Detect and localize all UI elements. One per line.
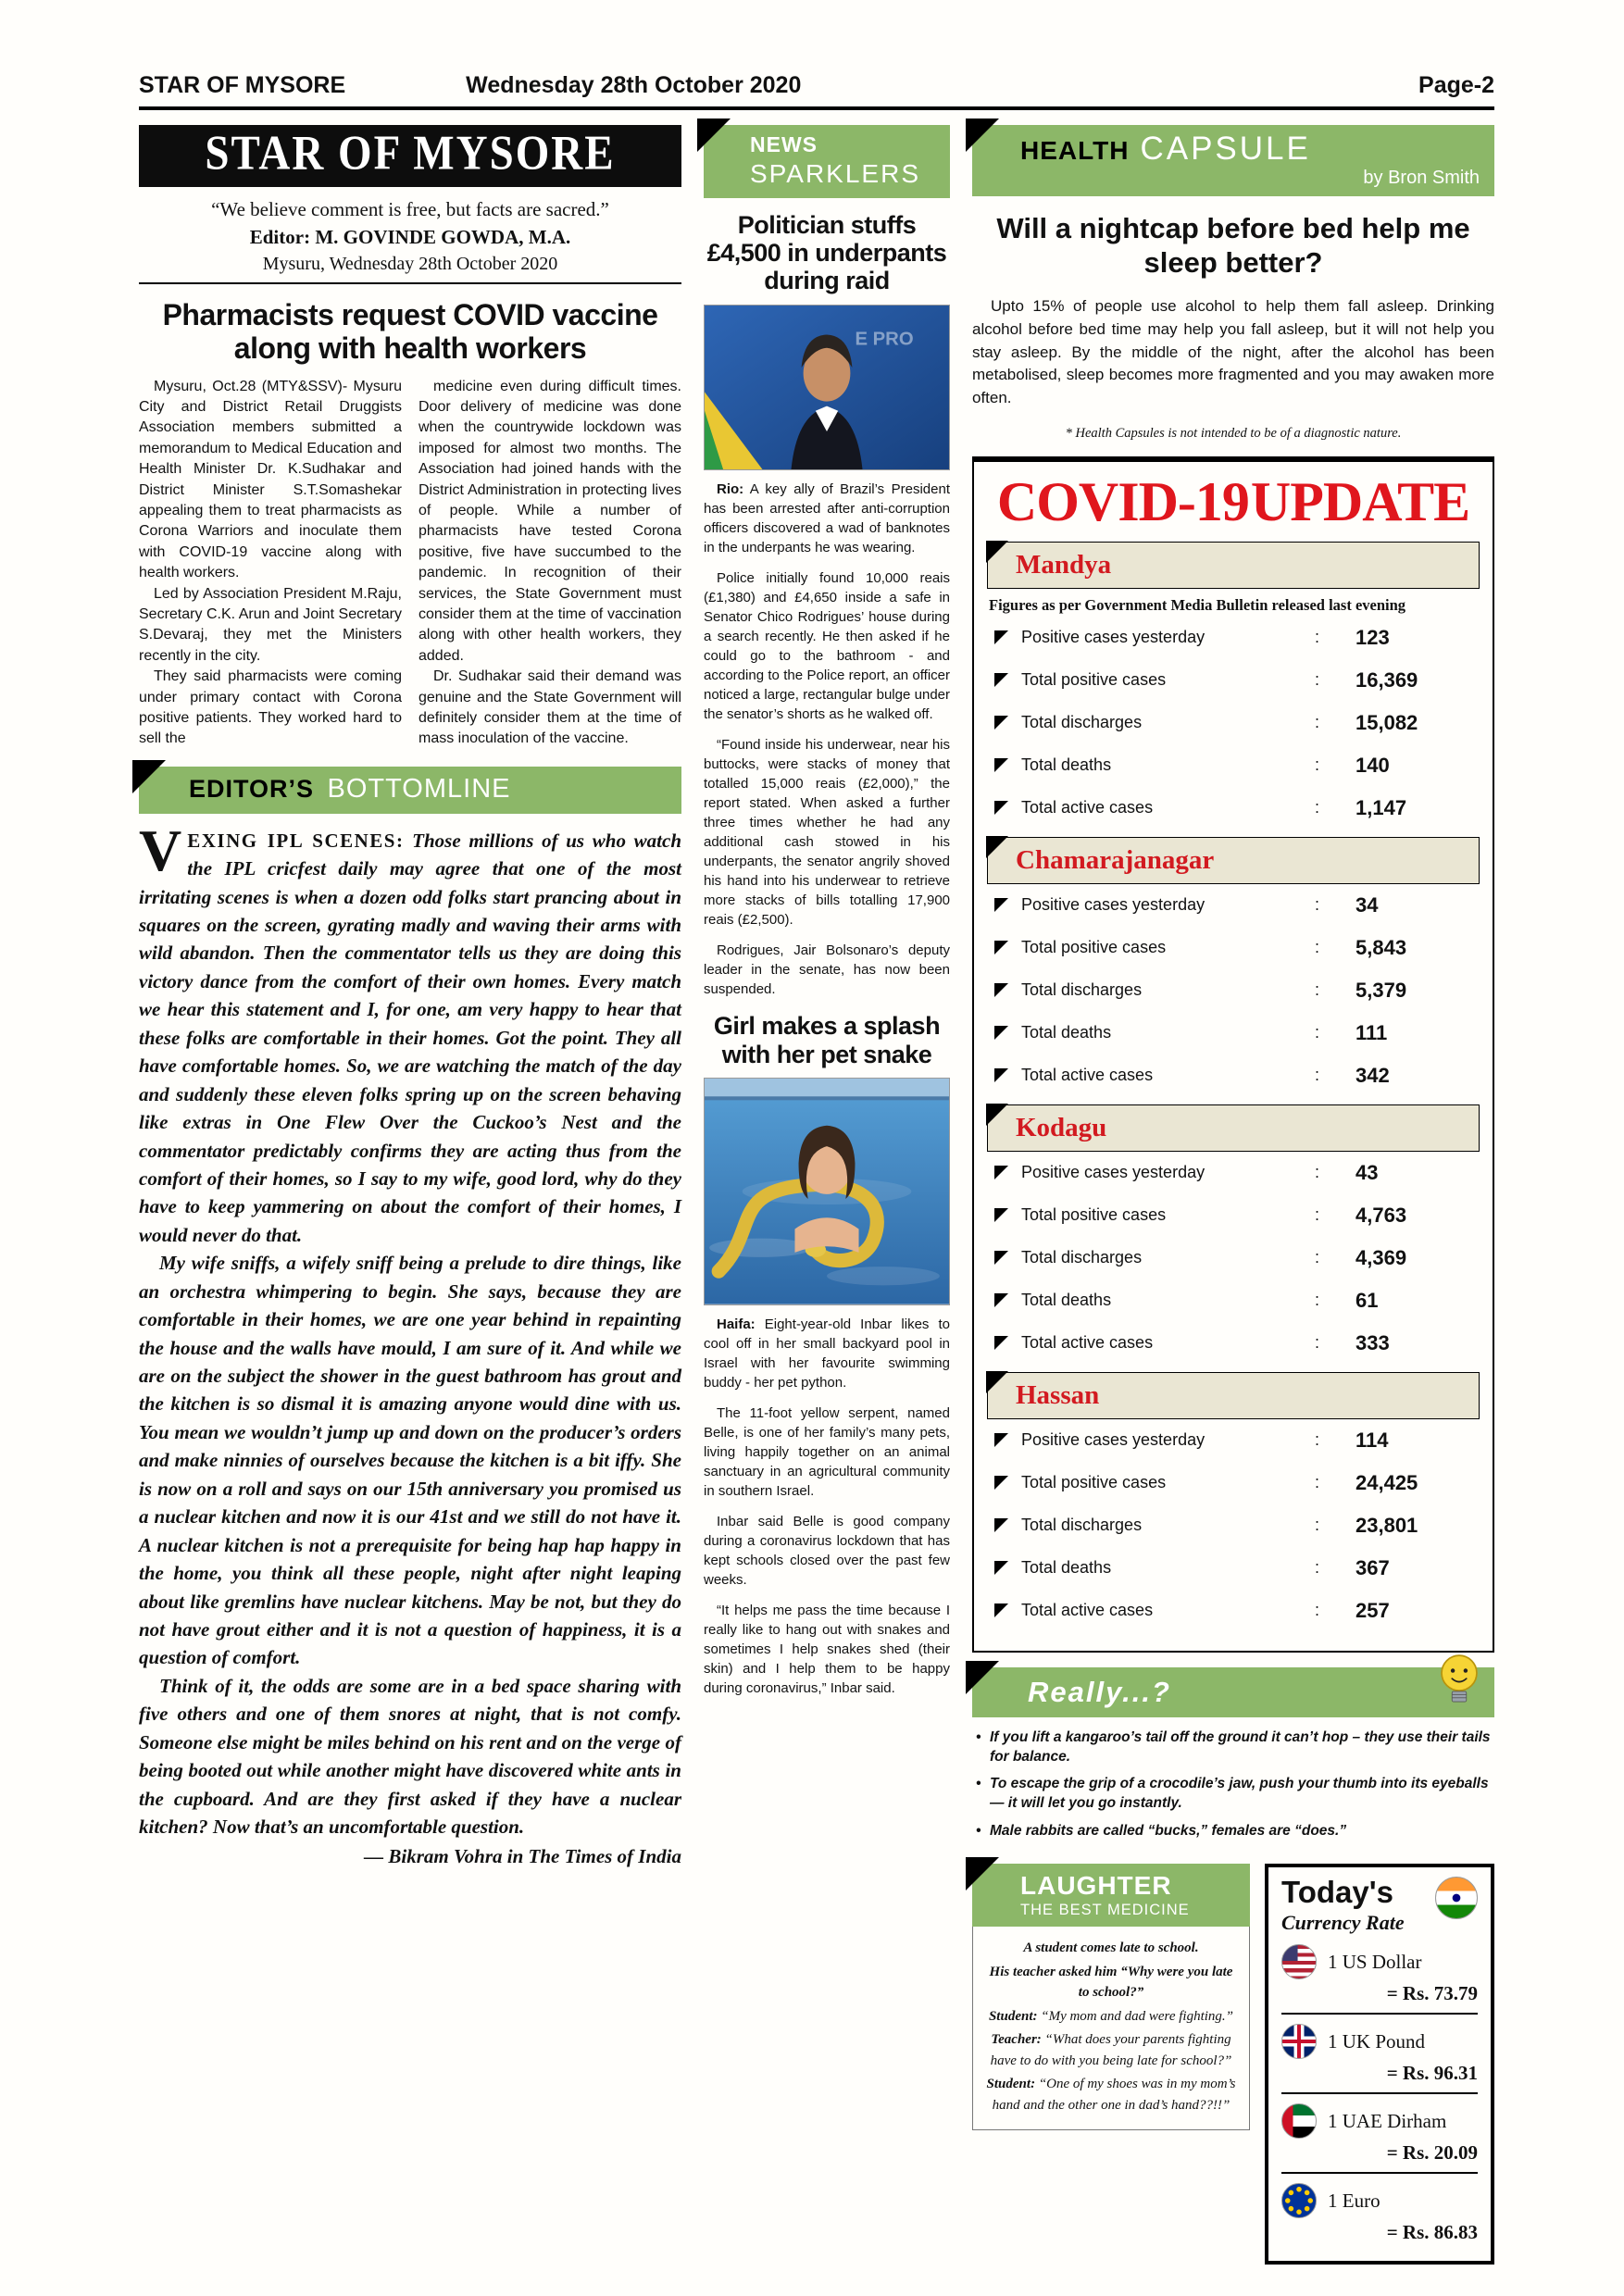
india-flag-icon bbox=[1435, 1877, 1478, 1919]
stat-colon: : bbox=[1315, 938, 1320, 957]
joke-line bbox=[984, 2074, 1238, 2115]
sparklers-label: SPARKLERS bbox=[750, 159, 920, 188]
girl-snake-photo bbox=[704, 1078, 950, 1305]
stat-row bbox=[987, 1419, 1480, 1462]
stat-label: Total positive cases bbox=[1021, 938, 1167, 957]
politician-photo bbox=[704, 305, 950, 471]
joke-text: A student comes late to school. bbox=[1023, 1940, 1199, 1956]
currency-row bbox=[1281, 2015, 1478, 2094]
politician-headline: Politician stuffs £4,500 in underpants during raid bbox=[706, 211, 947, 295]
paragraph: Rodrigues, Jair Bolsonaro’s deputy leader in the senate, has now been suspended. bbox=[704, 942, 950, 998]
stat-label: Positive cases yesterday bbox=[1021, 628, 1206, 647]
stat-value: 5,379 bbox=[1355, 978, 1407, 1002]
flag-bullet-icon bbox=[994, 1251, 1008, 1265]
stat-value: 333 bbox=[1355, 1330, 1390, 1354]
masthead-motto: “We believe comment is free, but facts are sacred.” bbox=[211, 198, 609, 220]
paragraph: medicine even during difficult times. Door delivery of medicine was done when the countrywide lockdown was imposed for almost two months. The Association had joined hands with the District Administration in protecting lives of people. While a number of pharmacists have tested Corona positive, five have succumbed to the pandemic. In recognition of their services, the State Government must consider them at the time of vaccination along with other health workers, they added. bbox=[418, 378, 681, 664]
stat-colon: : bbox=[1315, 980, 1320, 1000]
paragraph: Inbar said Belle is good company during a coronavirus lockdown that has kept schools closed over the past few weeks. bbox=[704, 1513, 950, 1588]
paragraph-text: Those millions of us who watch the IPL cricfest daily may agree that one of the most irritating scenes is when a dozen odd folks start prancing about in squares on the screen, gyrating madly and waving their arms with wild abandon. Then the commentator tells us they are doing this victory dance from the comfort of their own homes. Every match we hear this statement and I, for one, am very happy to hear that these folks are comfortable in their homes. Got the point. They all have comfortable homes. So, we are watching the match of the day and suddenly these eleven folks spring up on the screen behaving like extras in One Flew Over the Cuckoo’s Nest and the commentator predictably confirms they are acting thus from the comfort of their homes, so I say to my wife, good lord, why do they have to keep yammering on about the comfort of their homes, I would never do that. bbox=[139, 829, 681, 1246]
nightcap-headline: Will a nightcap before bed help me sleep better? bbox=[996, 212, 1470, 280]
really-title: Really...? bbox=[1028, 1675, 1171, 1708]
stat-label: Total deaths bbox=[1021, 1023, 1112, 1042]
flag-bullet-icon bbox=[994, 673, 1008, 687]
stat-value: 114 bbox=[1355, 1428, 1389, 1452]
stat-value: 15,082 bbox=[1355, 710, 1418, 734]
stat-row bbox=[987, 1152, 1480, 1194]
stat-colon: : bbox=[1315, 798, 1320, 817]
paragraph bbox=[704, 1315, 950, 1392]
currency-value: = Rs. 73.79 bbox=[1386, 1982, 1478, 2005]
stat-row bbox=[987, 787, 1480, 830]
currency-rate-box bbox=[1265, 1864, 1494, 2265]
stat-value: 342 bbox=[1355, 1063, 1390, 1087]
district-name: Hassan bbox=[1016, 1379, 1100, 1410]
joke-text: “What does your parents fighting have to do with you being late for school?” bbox=[990, 2032, 1232, 2068]
stat-colon: : bbox=[1315, 1430, 1320, 1450]
byline: — Bikram Vohra in The Times of India bbox=[364, 1845, 681, 1868]
drop-cap: V bbox=[139, 817, 182, 883]
paragraph bbox=[139, 817, 681, 1250]
left-column bbox=[139, 125, 681, 2265]
editors-bottomline-header bbox=[139, 767, 681, 814]
stat-row bbox=[987, 1279, 1480, 1322]
covid-district-hassan bbox=[987, 1372, 1480, 1632]
stat-row bbox=[987, 969, 1480, 1012]
masthead-editor: Editor: M. GOVINDE GOWDA, M.A. bbox=[249, 226, 571, 248]
stat-colon: : bbox=[1315, 1558, 1320, 1578]
stat-row bbox=[987, 884, 1480, 927]
article-column-2 bbox=[418, 377, 681, 750]
flag-bullet-icon bbox=[994, 1293, 1008, 1307]
flag-bullet-icon bbox=[994, 716, 1008, 730]
joke-speaker: Teacher: bbox=[991, 2032, 1042, 2048]
fact-item: • To escape the grip of a crocodile’s jaw, push your thumb into its eyeballs — it will let you go instantly. bbox=[976, 1775, 1491, 1814]
really-header bbox=[972, 1667, 1494, 1717]
flag-bullet-icon bbox=[994, 801, 1008, 815]
flag-bullet-icon bbox=[994, 1166, 1008, 1179]
joke-speaker: Student: bbox=[986, 2077, 1036, 2092]
stat-colon: : bbox=[1315, 1205, 1320, 1225]
district-header bbox=[987, 1372, 1480, 1419]
right-column bbox=[972, 125, 1494, 2265]
stat-label: Positive cases yesterday bbox=[1021, 895, 1206, 915]
stat-value: 61 bbox=[1355, 1288, 1379, 1312]
stat-label: Total active cases bbox=[1021, 798, 1154, 817]
stat-label: Total positive cases bbox=[1021, 1473, 1167, 1492]
district-name: Kodagu bbox=[1016, 1112, 1107, 1142]
health-byline: by Bron Smith bbox=[1363, 168, 1480, 188]
stat-row bbox=[987, 1194, 1480, 1237]
currency-title: Today's bbox=[1281, 1875, 1393, 1910]
stat-row bbox=[987, 1504, 1480, 1547]
capsule-label: CAPSULE bbox=[1140, 131, 1311, 167]
stat-label: Total active cases bbox=[1021, 1333, 1154, 1353]
district-name: Chamarajanagar bbox=[1016, 844, 1215, 875]
currency-row bbox=[1281, 2094, 1478, 2174]
joke-box bbox=[972, 1927, 1250, 2130]
stat-row bbox=[987, 1462, 1480, 1504]
flag-bullet-icon bbox=[994, 898, 1008, 912]
politician-caption bbox=[704, 480, 950, 999]
district-header bbox=[987, 837, 1480, 884]
flag-bullet-icon bbox=[994, 1433, 1008, 1447]
flag-bullet-icon bbox=[994, 1068, 1008, 1082]
masthead bbox=[139, 125, 681, 187]
covid-district-kodagu bbox=[987, 1104, 1480, 1365]
stat-label: Total active cases bbox=[1021, 1066, 1154, 1085]
masthead-dateline: Mysuru, Wednesday 28th October 2020 bbox=[139, 254, 681, 284]
joke-text: “My mom and dad were fighting.” bbox=[1041, 2008, 1234, 2024]
stat-value: 257 bbox=[1355, 1598, 1390, 1622]
stat-value: 123 bbox=[1355, 625, 1390, 649]
paragraph: My wife sniffs, a wifely sniff being a prelude to dire things, like an orchestra whimpering to begin. She says, because they are comfortable in their homes, we are one year behind in repainting the house and the walls have mould, I am sure of it. And while we are on the subject the shower in the guest bathroom has grout and the kitchen is so dismal it is amazing anyone would dine with us. You mean we wouldn’t jump up and down on the producer’s orders and make ninnies of ourselves because the kitchen is a bit iffy. She is now on a roll and says on our 15th anniversary you promised us a nuclear kitchen and now it is our 41st and we still do not have it. A nuclear kitchen is not a prerequisite for being hap hap happy in the home, you think all these people, night after night leaping about like gremlins have nuclear kitchens. May be not, but they do not have grout either and it is not a question of happiness, it is a question of comfort. bbox=[139, 1252, 681, 1669]
joke-text: His teacher asked him “Why were you late to school?” bbox=[989, 1964, 1233, 2001]
laughter-section bbox=[972, 1864, 1250, 2130]
stat-label: Positive cases yesterday bbox=[1021, 1430, 1206, 1450]
currency-row bbox=[1281, 1935, 1478, 2015]
page-number: Page-2 bbox=[1418, 72, 1494, 98]
stat-row bbox=[987, 744, 1480, 787]
joke-speaker: Student: bbox=[988, 2008, 1038, 2024]
stat-value: 23,801 bbox=[1355, 1513, 1418, 1537]
stat-value: 367 bbox=[1355, 1555, 1390, 1579]
nightcap-body: Upto 15% of people use alcohol to help them fall asleep. Drinking alcohol before bed time may help you fall asleep, but it will not help you stay asleep. By the middle of the night, after the alcohol has been metabolised, sleep becomes more fragmented and you may awaken more often. bbox=[972, 297, 1494, 406]
dateline-lead: Haifa: bbox=[717, 1316, 756, 1332]
laughter-title: LAUGHTER bbox=[1020, 1871, 1172, 1901]
bottomline-label: BOTTOMLINE bbox=[327, 773, 511, 804]
stat-colon: : bbox=[1315, 1516, 1320, 1535]
paragraph-text: A key ally of Brazil’s President has been arrested after anti-corruption officers discovered a wad of banknotes in the underpants he was wearing. bbox=[704, 481, 951, 556]
stat-label: Total discharges bbox=[1021, 980, 1143, 1000]
middle-column bbox=[704, 125, 950, 2265]
laughter-subtitle: THE BEST MEDICINE bbox=[1020, 1902, 1190, 1919]
paragraph bbox=[704, 480, 950, 557]
joke-text: “One of my shoes was in my mom’s hand and the other one in dad’s hand??!!” bbox=[992, 2077, 1236, 2113]
really-facts bbox=[972, 1728, 1494, 1842]
stat-value: 4,763 bbox=[1355, 1203, 1407, 1227]
flag-bullet-icon bbox=[994, 1476, 1008, 1490]
stat-label: Positive cases yesterday bbox=[1021, 1163, 1206, 1182]
currency-value: = Rs. 86.83 bbox=[1386, 2221, 1478, 2244]
health-capsule-header bbox=[972, 125, 1494, 196]
stat-label: Total positive cases bbox=[1021, 1205, 1167, 1225]
covid-district-chamarajanagar bbox=[987, 837, 1480, 1097]
joke-line bbox=[984, 1962, 1238, 2003]
flag-bullet-icon bbox=[994, 758, 1008, 772]
covid-note: Figures as per Government Media Bulletin released last evening bbox=[989, 595, 1406, 614]
paragraph: Mysuru, Oct.28 (MTY&SSV)- Mysuru City and District Retail Druggists Association members submitted a memorandum to Medical Education and Health Minister Dr. K.Sudhakar and District Minister S.T.Somashekar appealing them to treat pharmacists as Corona Warriors and inoculate them with COVID-19 vaccine along with health workers. bbox=[139, 378, 402, 581]
stat-colon: : bbox=[1315, 755, 1320, 775]
stat-label: Total deaths bbox=[1021, 1291, 1112, 1310]
stat-label: Total deaths bbox=[1021, 1558, 1112, 1578]
stat-row bbox=[987, 659, 1480, 702]
stat-row bbox=[987, 617, 1480, 659]
us-flag-icon bbox=[1281, 1944, 1317, 1979]
currency-value: = Rs. 96.31 bbox=[1386, 2062, 1478, 2085]
stat-label: Total active cases bbox=[1021, 1601, 1154, 1620]
stat-label: Total positive cases bbox=[1021, 670, 1167, 690]
stat-colon: : bbox=[1315, 1601, 1320, 1620]
pharmacists-headline: Pharmacists request COVID vaccine along with health workers bbox=[162, 298, 658, 365]
page-top-header bbox=[139, 72, 1494, 110]
stat-row bbox=[987, 1547, 1480, 1590]
stat-row bbox=[987, 1237, 1480, 1279]
stat-row bbox=[987, 1012, 1480, 1054]
laughter-header bbox=[972, 1864, 1250, 1927]
stat-colon: : bbox=[1315, 628, 1320, 647]
stat-row bbox=[987, 702, 1480, 744]
paragraph-text: Eight-year-old Inbar likes to cool off in her small backyard pool in Israel with her favourite swimming buddy - her pet python. bbox=[704, 1316, 950, 1391]
stat-label: Total discharges bbox=[1021, 713, 1143, 732]
uk-flag-icon bbox=[1281, 2024, 1317, 2059]
paragraph: Police initially found 10,000 reais (£1,380) and £4,650 inside a safe in Senator Chico Rodrigues’ house during a search recently. He then asked if he could go to the bathroom - and according to the Police report, an officer noticed a large, rectangular bulge under the senator’s shorts as he walked off. bbox=[704, 570, 950, 723]
flag-bullet-icon bbox=[994, 1518, 1008, 1532]
girl-snake-caption bbox=[704, 1315, 950, 1698]
flag-bullet-icon bbox=[994, 1336, 1008, 1350]
health-footnote: * Health Capsules is not intended to be of a diagnostic nature. bbox=[1065, 425, 1402, 441]
stat-colon: : bbox=[1315, 895, 1320, 915]
stat-label: Total deaths bbox=[1021, 755, 1112, 775]
district-header bbox=[987, 542, 1480, 589]
flag-bullet-icon bbox=[994, 1208, 1008, 1222]
stat-value: 24,425 bbox=[1355, 1470, 1418, 1494]
currency-label: 1 US Dollar bbox=[1328, 1950, 1422, 1973]
flag-bullet-icon bbox=[994, 1026, 1008, 1040]
stat-label: Total discharges bbox=[1021, 1516, 1143, 1535]
eu-flag-icon bbox=[1281, 2183, 1317, 2218]
masthead-logo: STAR OF MYSORE bbox=[205, 126, 616, 181]
paragraph: “Found inside his underwear, near his buttocks, were stacks of money that totalled 15,000 reais (£2,000),” the report stated. When asked a further three times whether he had any additional cash stowed in his underpants, the senator angrily shoved his hand into his underwear to retrieve more stacks of bills totalling 17,900 reais (£2,500). bbox=[704, 737, 950, 929]
stat-value: 4,369 bbox=[1355, 1245, 1407, 1269]
flag-bullet-icon bbox=[994, 983, 1008, 997]
paper-name: STAR OF MYSORE bbox=[139, 72, 346, 98]
stat-row bbox=[987, 927, 1480, 969]
stat-colon: : bbox=[1315, 1066, 1320, 1085]
currency-label: 1 UK Pound bbox=[1328, 2029, 1426, 2053]
editors-bottomline-article bbox=[139, 817, 681, 1871]
stat-value: 16,369 bbox=[1355, 668, 1418, 692]
stat-value: 140 bbox=[1355, 753, 1390, 777]
paragraph: “It helps me pass the time because I really like to hang out with snakes and sometimes I help snakes shed (their skin) and I help them to be happy during coronavirus,” Inbar said. bbox=[704, 1602, 950, 1696]
stat-row bbox=[987, 1590, 1480, 1632]
flag-bullet-icon bbox=[994, 630, 1008, 644]
girl-snake-headline: Girl makes a splash with her pet snake bbox=[713, 1012, 941, 1068]
joke-line bbox=[984, 2029, 1238, 2071]
district-name: Mandya bbox=[1016, 549, 1112, 580]
joke-line bbox=[984, 1938, 1238, 1959]
svg-text:E PRO: E PRO bbox=[855, 329, 914, 350]
editors-label: EDITOR’S bbox=[189, 774, 315, 803]
news-label: NEWS bbox=[750, 132, 818, 156]
stat-row bbox=[987, 1054, 1480, 1097]
paragraph: They said pharmacists were coming under primary contact with Corona positive patients. They worked hard to sell the bbox=[139, 668, 402, 747]
stat-value: 111 bbox=[1355, 1020, 1388, 1044]
dateline-lead: Rio: bbox=[717, 481, 744, 498]
lightbulb-mascot-icon bbox=[1435, 1651, 1483, 1708]
currency-value: = Rs. 20.09 bbox=[1386, 2141, 1478, 2165]
currency-label: 1 UAE Dirham bbox=[1328, 2109, 1447, 2132]
uae-flag-icon bbox=[1281, 2103, 1317, 2139]
paragraph: Dr. Sudhakar said their demand was genuine and the State Government will definitely consider them at the time of mass inoculation of the vaccine. bbox=[418, 668, 681, 747]
flag-bullet-icon bbox=[994, 1561, 1008, 1575]
stat-colon: : bbox=[1315, 1248, 1320, 1267]
stat-label: Total discharges bbox=[1021, 1248, 1143, 1267]
article-column-1 bbox=[139, 377, 402, 750]
paragraph: Think of it, the odds are some are in a bed space sharing with five others and one of them snores at night, that is not comfy. Someone else might be miles behind on his rent and on the verge of being booted out while another might have discovered white ants in the cupboard. And are they first asked if they have a nuclear kitchen? Now that’s an uncomfortable question. bbox=[139, 1674, 681, 1838]
joke-line bbox=[984, 2006, 1238, 2028]
stat-colon: : bbox=[1315, 670, 1320, 690]
stat-colon: : bbox=[1315, 1333, 1320, 1353]
district-header bbox=[987, 1104, 1480, 1152]
covid-update-title: COVID-19 UPDATE bbox=[996, 470, 1470, 532]
stat-value: 34 bbox=[1355, 892, 1379, 917]
health-label: HEALTH bbox=[1020, 136, 1130, 165]
stat-colon: : bbox=[1315, 1023, 1320, 1042]
currency-row bbox=[1281, 2174, 1478, 2252]
page-date: Wednesday 28th October 2020 bbox=[466, 72, 802, 98]
currency-header bbox=[1281, 1877, 1478, 1935]
paragraph: The 11-foot yellow serpent, named Belle, is one of her family’s many pets, living happily together on an animal sanctuary in an agricultural community in southern Israel. bbox=[704, 1404, 950, 1499]
currency-subtitle: Currency Rate bbox=[1281, 1911, 1405, 1935]
covid-district-mandya bbox=[987, 542, 1480, 830]
stat-colon: : bbox=[1315, 1291, 1320, 1310]
stat-value: 5,843 bbox=[1355, 935, 1407, 959]
pharmacists-article bbox=[139, 377, 681, 750]
lead-phrase: EXING IPL SCENES: bbox=[187, 829, 405, 852]
news-sparklers-header bbox=[704, 125, 950, 198]
fact-item: • If you lift a kangaroo’s tail off the ground it can’t hop – they use their tails for balance. bbox=[976, 1728, 1491, 1767]
stat-colon: : bbox=[1315, 713, 1320, 732]
stat-colon: : bbox=[1315, 1163, 1320, 1182]
stat-value: 43 bbox=[1355, 1160, 1379, 1184]
stat-row bbox=[987, 1322, 1480, 1365]
stat-value: 1,147 bbox=[1355, 795, 1407, 819]
fact-item: • Male rabbits are called “bucks,” females are “does.” bbox=[976, 1822, 1491, 1841]
currency-label: 1 Euro bbox=[1328, 2189, 1380, 2212]
flag-bullet-icon bbox=[994, 1603, 1008, 1617]
flag-bullet-icon bbox=[994, 941, 1008, 955]
covid-update-box bbox=[972, 456, 1494, 1653]
stat-colon: : bbox=[1315, 1473, 1320, 1492]
really-section bbox=[972, 1667, 1494, 1842]
paragraph: Led by Association President M.Raju, Secretary C.K. Arun and Joint Secretary S.Devaraj, they met the Ministers recently in the city. bbox=[139, 585, 402, 664]
